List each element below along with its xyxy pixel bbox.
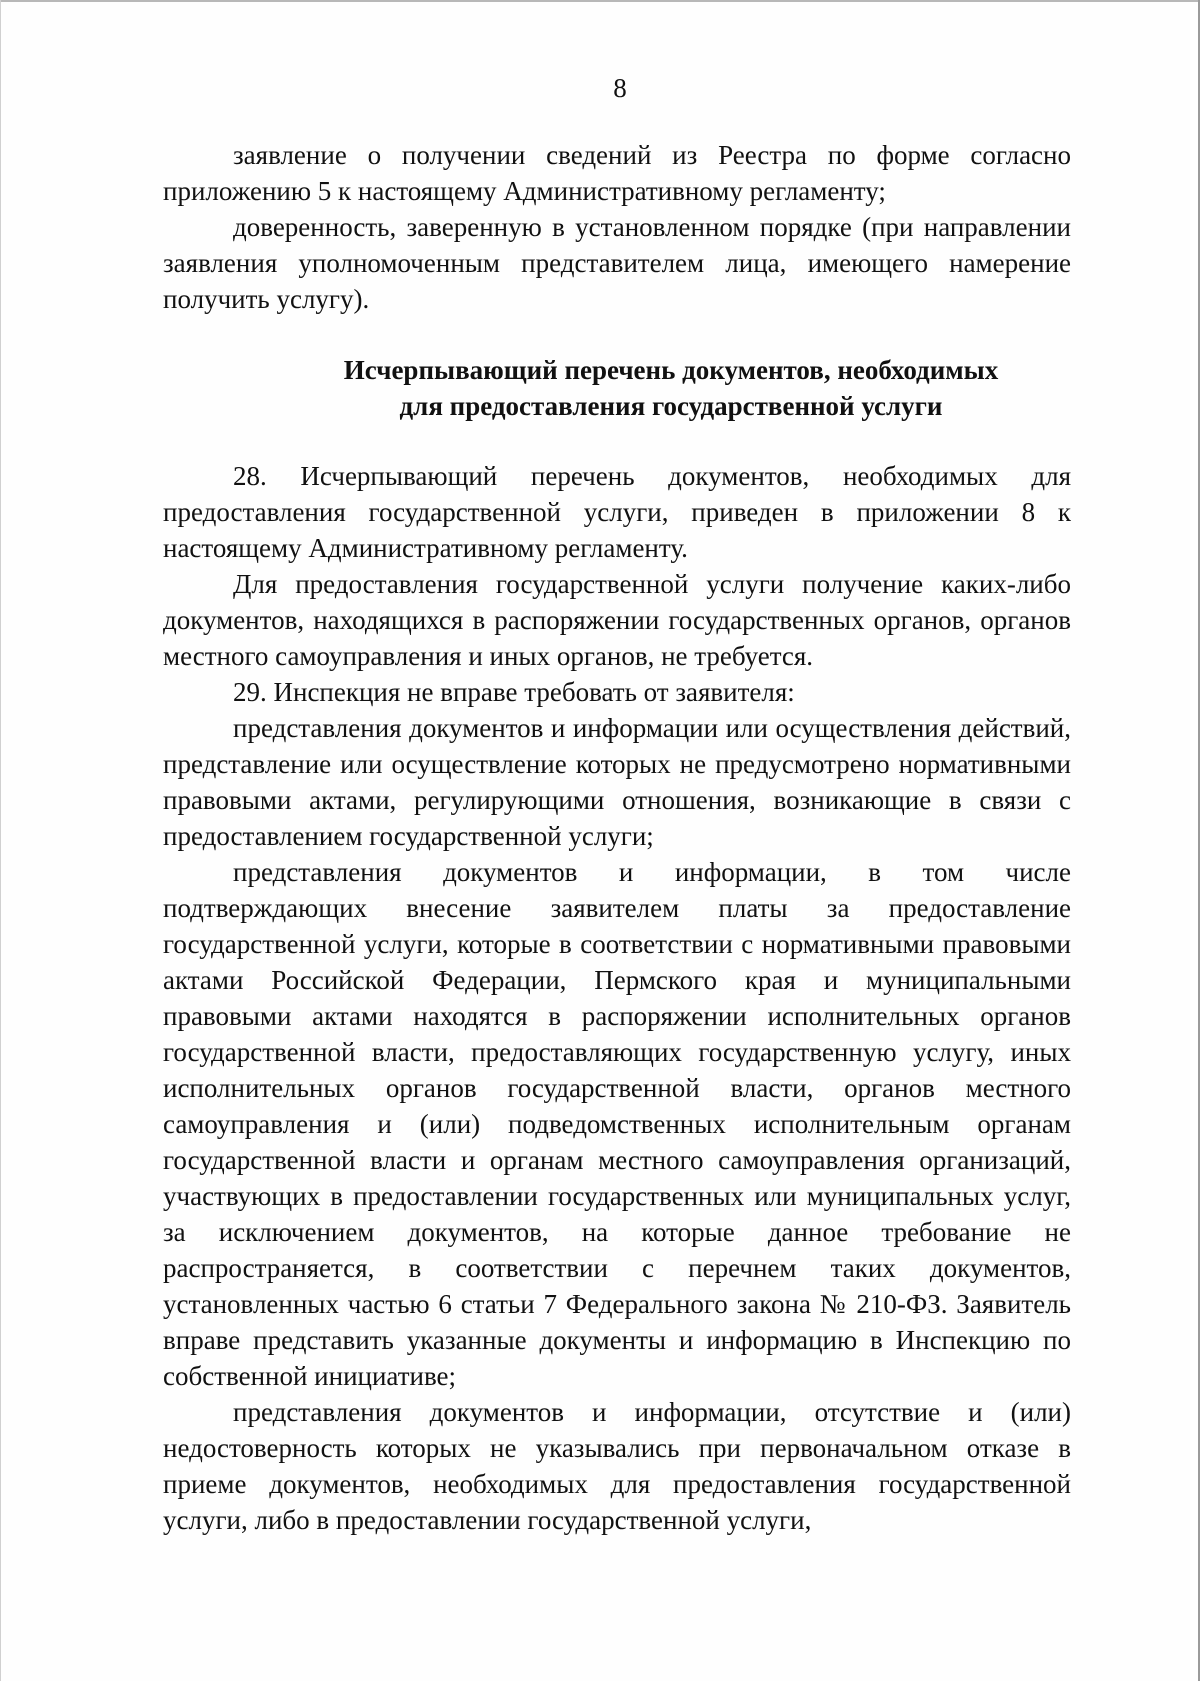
scan-edge-top [0, 0, 1200, 2]
paragraph-requirement-actions: представления документов и информации или осуществления действий, представление или осуществление которых не предусмотрено нормативными правовыми актами, регулирующими отношения, возникающие в связи с предоставлением государственной услуги; [163, 713, 1071, 851]
intro-text-block [163, 137, 1071, 317]
paragraph-no-documents-required: Для предоставления государственной услуги получение каких-либо документов, находящихся в распоряжении государственных органов, органов местного самоуправления и иных органов, не требуется. [163, 569, 1071, 671]
paragraph-application-form: заявление о получении сведений из Реестра по форме согласно приложению 5 к настоящему Административному регламенту; [163, 140, 1071, 206]
body-text-block [163, 458, 1071, 1538]
paragraph-item-28: 28. Исчерпывающий перечень документов, необходимых для предоставления государственной услуги, приведен в приложении 8 к настоящему Административному регламенту. [163, 461, 1071, 563]
paragraph-item-29: 29. Инспекция не вправе требовать от заявителя: [233, 677, 795, 707]
paragraph-requirement-documents: представления документов и информации, в том числе подтверждающих внесение заявителем платы за предоставление государственной услуги, которые в соответствии с нормативными правовыми актами Российской Федерации, Пермского края и муниципальными правовыми актами находятся в распоряжении исполнительных органов государственной власти, предоставляющих государственную услугу, иных исполнительных органов государственной власти, органов местного самоуправления и (или) подведомственных исполнительным органам государственной власти и органам местного самоуправления организаций, участвующих в предоставлении государственных или муниципальных услуг, за исключением документов, на которые данное требование не распространяется, в соответствии с перечнем таких документов, установленных частью 6 статьи 7 Федерального закона № 210-ФЗ. Заявитель вправе представить указанные документы и информацию в Инспекцию по собственной инициативе; [163, 857, 1071, 1391]
paragraph-requirement-initial-refusal: представления документов и информации, отсутствие и (или) недостоверность которых не указывались при первоначальном отказе в приеме документов, необходимых для предоставления государственной услуги, либо в предоставлении государственной услуги, [163, 1397, 1071, 1535]
scan-edge-left [0, 0, 1, 1681]
paragraph-power-of-attorney: доверенность, заверенную в установленном порядке (при направлении заявления уполномоченным представителем лица, имеющего намерение получить услугу). [163, 212, 1071, 314]
section-heading-line-1: Исчерпывающий перечень документов, необходимых [343, 355, 999, 385]
section-heading [163, 352, 1179, 424]
section-heading-line-2: для предоставления государственной услуги [399, 391, 943, 421]
page-number: 8 [613, 73, 627, 103]
